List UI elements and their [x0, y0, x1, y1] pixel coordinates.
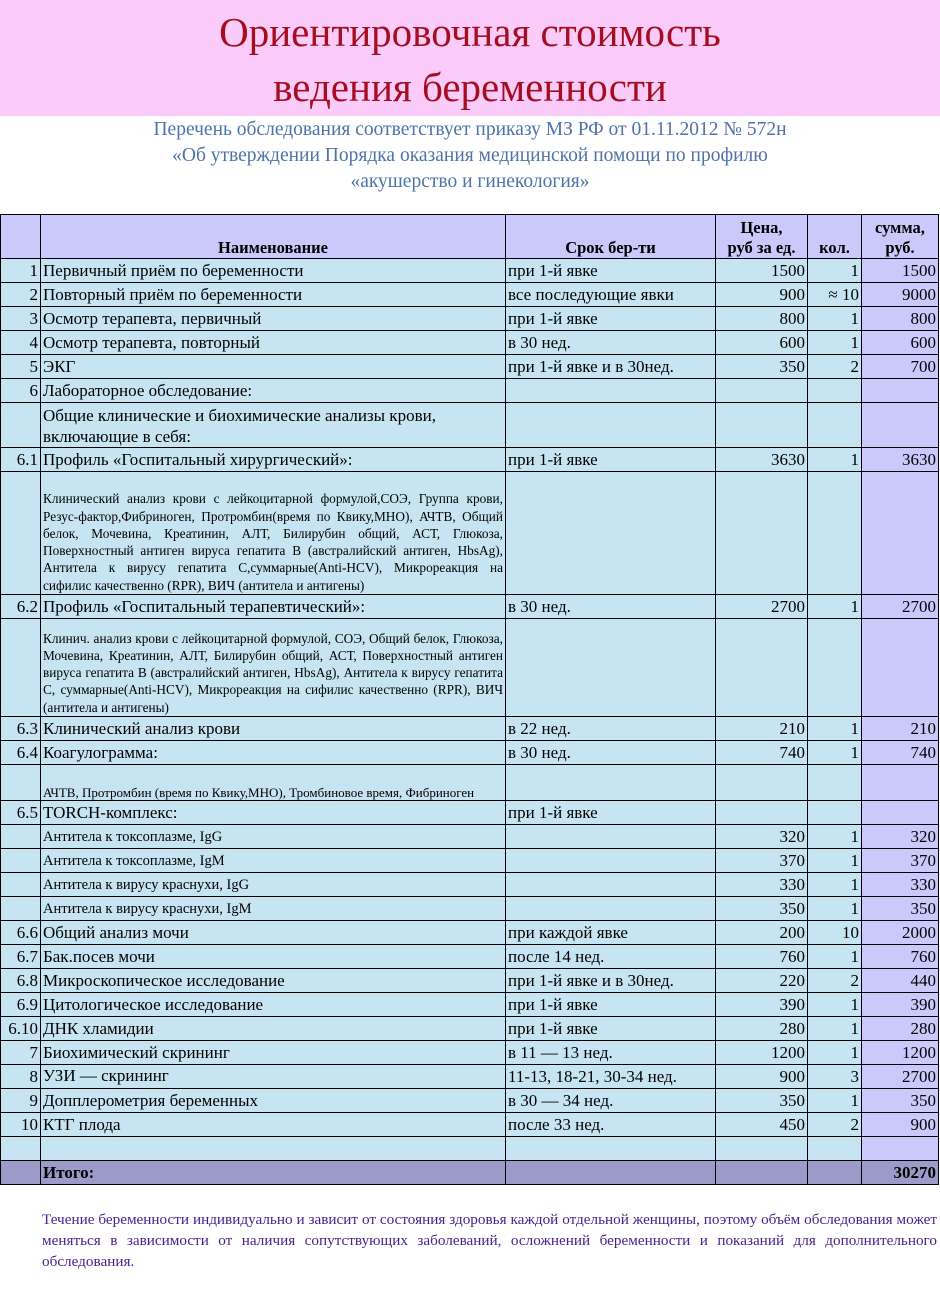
header-num: [1, 215, 41, 259]
row-number: 6.3: [1, 717, 41, 741]
row-qty: 2: [808, 355, 862, 379]
row-term: при 1-й явке: [506, 1017, 716, 1041]
row-price: 370: [716, 849, 808, 873]
row-term: при 1-й явке и в 30нед.: [506, 355, 716, 379]
row-qty: ≈ 10: [808, 283, 862, 307]
row-sum: 600: [862, 331, 939, 355]
row-sum: 350: [862, 897, 939, 921]
row-name: Осмотр терапевта, первичный: [41, 307, 506, 331]
row-sum: 700: [862, 355, 939, 379]
row-qty: [808, 472, 862, 595]
row-term: при 1-й явке: [506, 993, 716, 1017]
total-label: Итого:: [41, 1161, 506, 1185]
row-price: 210: [716, 717, 808, 741]
row-sum: 280: [862, 1017, 939, 1041]
row-qty: 1: [808, 1017, 862, 1041]
header-term: Срок бер-ти: [506, 215, 716, 259]
row-price: 1500: [716, 259, 808, 283]
row-price: 600: [716, 331, 808, 355]
row-price: 220: [716, 969, 808, 993]
row-name: Антитела к токсоплазме, IgG: [41, 825, 506, 849]
table-row: [1, 1041, 939, 1065]
row-name: Антитела к токсоплазме, IgM: [41, 849, 506, 873]
header-price-line2: руб за ед.: [727, 238, 796, 257]
table-row: [1, 403, 939, 448]
row-number: 4: [1, 331, 41, 355]
row-price: [716, 619, 808, 717]
row-price: 450: [716, 1113, 808, 1137]
row-price: 3630: [716, 448, 808, 472]
table-row: [1, 259, 939, 283]
row-price: 350: [716, 897, 808, 921]
row-name: ЭКГ: [41, 355, 506, 379]
row-price: 390: [716, 993, 808, 1017]
row-sum: 2000: [862, 921, 939, 945]
row-term: при 1-й явке: [506, 448, 716, 472]
header-price-line1: Цена,: [740, 218, 783, 237]
row-qty: [808, 403, 862, 448]
table-row: [1, 825, 939, 849]
row-qty: 1: [808, 717, 862, 741]
total-empty-cell: [716, 1161, 808, 1185]
total-value: 30270: [862, 1161, 939, 1185]
row-name: Цитологическое исследование: [41, 993, 506, 1017]
row-price: 350: [716, 1089, 808, 1113]
row-term: после 33 нед.: [506, 1113, 716, 1137]
row-number: 8: [1, 1065, 41, 1089]
row-price: 200: [716, 921, 808, 945]
page-title-line1: Ориентировочная стоимость: [219, 9, 721, 55]
total-row: [1, 1161, 939, 1185]
row-name: Антитела к вирусу краснухи, IgM: [41, 897, 506, 921]
table-row: [1, 1065, 939, 1089]
row-sum: 440: [862, 969, 939, 993]
header-price: [716, 215, 808, 259]
row-price: 900: [716, 283, 808, 307]
row-term: [506, 897, 716, 921]
row-term: [506, 1137, 716, 1161]
row-price: 800: [716, 307, 808, 331]
row-number: 6.4: [1, 741, 41, 765]
row-qty: [808, 1137, 862, 1161]
table-row: [1, 765, 939, 801]
row-qty: 1: [808, 1041, 862, 1065]
row-sum: [862, 765, 939, 801]
table-row: [1, 355, 939, 379]
row-number: 5: [1, 355, 41, 379]
table-row: [1, 873, 939, 897]
row-sum: 330: [862, 873, 939, 897]
row-term: при 1-й явке: [506, 307, 716, 331]
row-name: Повторный приём по беременности: [41, 283, 506, 307]
row-price: 760: [716, 945, 808, 969]
row-number: [1, 1137, 41, 1161]
row-price: [716, 1137, 808, 1161]
header-sum-line1: сумма,: [875, 218, 925, 237]
row-number: 10: [1, 1113, 41, 1137]
row-term: при 1-й явке и в 30нед.: [506, 969, 716, 993]
row-number: 1: [1, 259, 41, 283]
row-price: 1200: [716, 1041, 808, 1065]
row-sum: 370: [862, 849, 939, 873]
table-row: [1, 331, 939, 355]
row-name: АЧТВ, Протромбин (время по Квику,МНО), Тромбиновое время, Фибриноген: [41, 765, 506, 801]
table-row: [1, 472, 939, 595]
row-sum: 900: [862, 1113, 939, 1137]
row-name: Осмотр терапевта, повторный: [41, 331, 506, 355]
table-row: [1, 993, 939, 1017]
row-price: [716, 801, 808, 825]
row-term: после 14 нед.: [506, 945, 716, 969]
row-name: Профиль «Госпитальный хирургический»:: [41, 448, 506, 472]
row-name: Антитела к вирусу краснухи, IgG: [41, 873, 506, 897]
row-term: в 30 — 34 нед.: [506, 1089, 716, 1113]
row-number: 2: [1, 283, 41, 307]
table-row: [1, 1137, 939, 1161]
row-price: 350: [716, 355, 808, 379]
row-sum: 350: [862, 1089, 939, 1113]
table-row: [1, 595, 939, 619]
row-name-main: УЗИ — скрининг: [43, 1066, 169, 1085]
row-sum: 320: [862, 825, 939, 849]
row-qty: 1: [808, 849, 862, 873]
row-price: 330: [716, 873, 808, 897]
row-term: все последующие явки: [506, 283, 716, 307]
row-term: в 30 нед.: [506, 595, 716, 619]
row-name: Клинич. анализ крови с лейкоцитарной формулой, СОЭ, Общий белок, Глюкоза, Мочевина, Креатинин, АЛТ, Билирубин общий, АСТ, Поверхностный антиген вируса гепатита В (австралийский антиген, HbsAg), Антитела к вирусу гепатита С, суммарные(Anti-HCV), Микрореакция на сифилис качественно (RPR), ВИЧ (антитела и антигены): [41, 619, 506, 717]
subtitle-line3: «акушерство и гинекология»: [350, 171, 590, 192]
row-number: [1, 849, 41, 873]
total-empty-cell: [506, 1161, 716, 1185]
row-name: Допплерометрия беременных: [41, 1089, 506, 1113]
row-name: Общие клинические и биохимические анализы крови, включающие в себя:: [41, 403, 506, 448]
header-sum: [862, 215, 939, 259]
table-row: [1, 897, 939, 921]
row-name: [41, 1137, 506, 1161]
row-number: 9: [1, 1089, 41, 1113]
table-row: [1, 849, 939, 873]
row-name: Клинический анализ крови: [41, 717, 506, 741]
row-number: 6.2: [1, 595, 41, 619]
row-sum: 2700: [862, 1065, 939, 1089]
row-sum: 2700: [862, 595, 939, 619]
total-empty-cell: [808, 1161, 862, 1185]
row-name: Лабораторное обследование:: [41, 379, 506, 403]
row-sum: [862, 801, 939, 825]
row-sum: 760: [862, 945, 939, 969]
table-row: [1, 619, 939, 717]
row-qty: [808, 765, 862, 801]
row-term: [506, 849, 716, 873]
row-sum: 9000: [862, 283, 939, 307]
row-name: Биохимический скрининг: [41, 1041, 506, 1065]
table-row: [1, 448, 939, 472]
row-qty: 1: [808, 897, 862, 921]
row-sum: 800: [862, 307, 939, 331]
row-number: [1, 403, 41, 448]
row-sum: 390: [862, 993, 939, 1017]
row-number: 6.8: [1, 969, 41, 993]
table-row: [1, 1113, 939, 1137]
row-number: [1, 472, 41, 595]
row-qty: 2: [808, 969, 862, 993]
row-name: Профиль «Госпитальный терапевтический»:: [41, 595, 506, 619]
row-number: 6.9: [1, 993, 41, 1017]
row-qty: 1: [808, 307, 862, 331]
row-qty: 2: [808, 1113, 862, 1137]
row-qty: 1: [808, 259, 862, 283]
table-row: [1, 921, 939, 945]
table-row: [1, 717, 939, 741]
row-number: [1, 765, 41, 801]
row-sum: 210: [862, 717, 939, 741]
row-name: Микроскопическое исследование: [41, 969, 506, 993]
row-term: при каждой явке: [506, 921, 716, 945]
row-name: TORCH-комплекс:: [41, 801, 506, 825]
header-name: Наименование: [41, 215, 506, 259]
row-qty: 1: [808, 1089, 862, 1113]
row-number: 6.10: [1, 1017, 41, 1041]
row-price: [716, 403, 808, 448]
row-number: 6.1: [1, 448, 41, 472]
table-row: [1, 283, 939, 307]
row-sum: [862, 472, 939, 595]
row-sum: [862, 403, 939, 448]
row-price: [716, 765, 808, 801]
row-qty: 3: [808, 1065, 862, 1089]
row-name: Общий анализ мочи: [41, 921, 506, 945]
row-qty: [808, 379, 862, 403]
row-number: [1, 897, 41, 921]
row-number: 6.6: [1, 921, 41, 945]
row-term: в 30 нед.: [506, 741, 716, 765]
header-qty: кол.: [808, 215, 862, 259]
row-sum: [862, 1137, 939, 1161]
row-term: [506, 825, 716, 849]
row-price: [716, 472, 808, 595]
row-qty: [808, 801, 862, 825]
row-sum: [862, 379, 939, 403]
row-name: [41, 1065, 506, 1089]
row-qty: 1: [808, 825, 862, 849]
row-price: 740: [716, 741, 808, 765]
row-qty: 1: [808, 873, 862, 897]
row-number: 6.7: [1, 945, 41, 969]
table-row: [1, 1017, 939, 1041]
table-row: [1, 945, 939, 969]
header-sum-line2: руб.: [885, 238, 915, 257]
table-row: [1, 1089, 939, 1113]
row-number: 6: [1, 379, 41, 403]
row-name: Бак.посев мочи: [41, 945, 506, 969]
row-term: [506, 619, 716, 717]
row-number: [1, 619, 41, 717]
row-price: [716, 379, 808, 403]
row-term: в 30 нед.: [506, 331, 716, 355]
row-term: [506, 873, 716, 897]
row-sum: 3630: [862, 448, 939, 472]
row-number: [1, 873, 41, 897]
title-banner: [0, 0, 940, 116]
footer-note: Течение беременности индивидуально и зависит от состояния здоровья каждой отдельной женщины, поэтому объём обследования может меняться в зависимости от наличия сопутствующих заболеваний, осложнений беременности и показаний для дополнительного обследования.: [42, 1211, 937, 1270]
table-row: [1, 801, 939, 825]
row-term: в 11 — 13 нед.: [506, 1041, 716, 1065]
row-price: 320: [716, 825, 808, 849]
row-term: в 22 нед.: [506, 717, 716, 741]
row-number: 3: [1, 307, 41, 331]
row-qty: 1: [808, 993, 862, 1017]
row-term: при 1-й явке: [506, 801, 716, 825]
row-number: 6.5: [1, 801, 41, 825]
row-qty: 1: [808, 331, 862, 355]
row-sum: 1500: [862, 259, 939, 283]
subtitle-line1: Перечень обследования соответствует приказу МЗ РФ от 01.11.2012 № 572н: [153, 119, 787, 140]
subtitle-line2: «Об утверждении Порядка оказания медицинской помощи по профилю: [172, 145, 768, 166]
row-name: Первичный приём по беременности: [41, 259, 506, 283]
row-qty: 1: [808, 448, 862, 472]
row-number: 7: [1, 1041, 41, 1065]
row-name: КТГ плода: [41, 1113, 506, 1137]
table-row: [1, 969, 939, 993]
row-qty: [808, 619, 862, 717]
row-term: [506, 379, 716, 403]
row-qty: 1: [808, 945, 862, 969]
row-name: Коагулограмма:: [41, 741, 506, 765]
row-price: 900: [716, 1065, 808, 1089]
row-term: [506, 472, 716, 595]
row-term: при 1-й явке: [506, 259, 716, 283]
row-sum: [862, 619, 939, 717]
row-sum: 1200: [862, 1041, 939, 1065]
table-header-row: [1, 215, 939, 259]
table-row: [1, 307, 939, 331]
row-qty: 1: [808, 595, 862, 619]
table-row: [1, 741, 939, 765]
row-qty: 10: [808, 921, 862, 945]
table-row: [1, 379, 939, 403]
row-name: Клинический анализ крови с лейкоцитарной формулой,СОЭ, Группа крови, Резус-фактор,Фибриноген, Протромбин(время по Квику,МНО), АЧТВ, Общий белок, Мочевина, Креатинин, АЛТ, Билирубин общий, АСТ, Глюкоза, Поверхностный антиген вируса гепатита В (австралийский антиген, HbsAg), Антитела к вирусу гепатита С,суммарные(Anti-HCV), Микрореакция на сифилис качественно (RPR), ВИЧ (антитела и антигены): [41, 472, 506, 595]
price-table: [0, 214, 939, 1185]
total-num-cell: [1, 1161, 41, 1185]
row-price: 280: [716, 1017, 808, 1041]
row-number: [1, 825, 41, 849]
row-qty: 1: [808, 741, 862, 765]
row-term: [506, 403, 716, 448]
page-title-line2: ведения беременности: [273, 64, 667, 110]
row-term: 11-13, 18-21, 30-34 нед.: [506, 1065, 716, 1089]
row-term: [506, 765, 716, 801]
row-sum: 740: [862, 741, 939, 765]
row-name: ДНК хламидии: [41, 1017, 506, 1041]
row-price: 2700: [716, 595, 808, 619]
